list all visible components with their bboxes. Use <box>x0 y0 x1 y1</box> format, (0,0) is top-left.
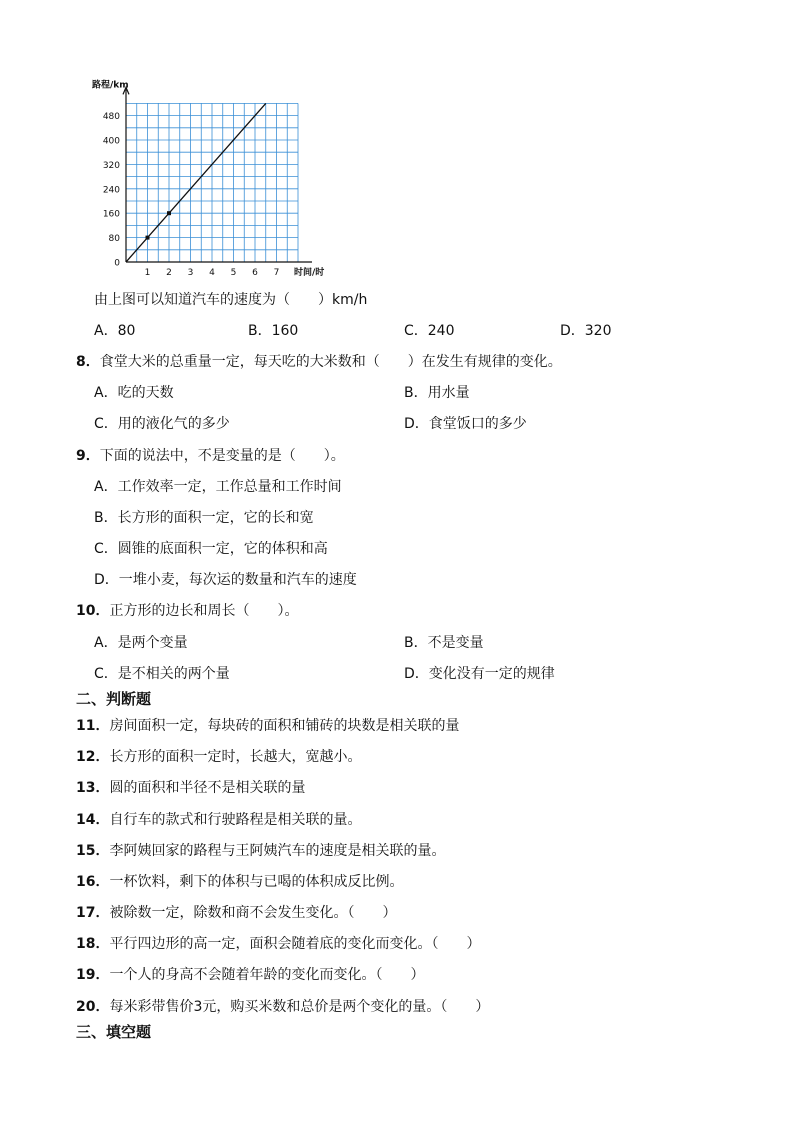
y-tick-label: 160 <box>102 209 120 220</box>
y-tick-label: 0 <box>114 258 120 269</box>
section-3-heading: 三、填空题 <box>76 1023 152 1041</box>
judge-item <box>76 842 445 860</box>
distance-time-chart <box>90 72 350 282</box>
q8-option-a[interactable]: A．吃的天数 <box>94 385 174 401</box>
y-tick-label: 240 <box>102 185 120 196</box>
judge-number: 14． <box>76 812 110 828</box>
judge-number: 18． <box>76 936 110 952</box>
q9-option-b[interactable]: B．长方形的面积一定，它的长和宽 <box>94 510 314 526</box>
y-axis-label: 路程/km <box>92 80 129 91</box>
x-tick-label: 5 <box>230 268 237 278</box>
judge-item <box>76 935 480 953</box>
judge-item <box>76 966 424 984</box>
judge-text: 自行车的款式和行驶路程是相关联的量。 <box>109 812 362 828</box>
x-tick-label: 4 <box>209 268 215 278</box>
judge-item <box>76 998 489 1016</box>
q7-stem: 由上图可以知道汽车的速度为（ ）km/h <box>94 292 368 308</box>
judge-number: 15． <box>76 843 110 859</box>
judge-number: 20． <box>76 999 110 1015</box>
q8-option-c[interactable]: C．用的液化气的多少 <box>94 416 230 432</box>
judge-number: 16． <box>76 874 110 890</box>
q9-question <box>76 447 345 465</box>
y-tick-label: 80 <box>108 234 120 245</box>
data-point <box>167 211 171 215</box>
q10-number: 10． <box>76 603 110 619</box>
q10-option-a[interactable]: A．是两个变量 <box>94 635 188 651</box>
q9-option-a[interactable]: A．工作效率一定，工作总量和工作时间 <box>94 479 342 495</box>
x-tick-label: 2 <box>166 268 172 278</box>
x-tick-label: 3 <box>187 268 194 278</box>
judge-number: 13． <box>76 780 110 796</box>
x-tick-label: 6 <box>252 268 258 278</box>
judge-text: 平行四边形的高一定，面积会随着底的变化而变化。（ ） <box>109 936 481 952</box>
q8-stem: 食堂大米的总重量一定，每天吃的大米数和（ ）在发生有规律的变化。 <box>99 354 562 370</box>
y-tick-label: 320 <box>102 160 120 171</box>
judge-item <box>76 779 305 797</box>
q7-option-d[interactable]: D．320 <box>560 323 612 339</box>
y-tick-label: 480 <box>102 112 120 123</box>
judge-text: 被除数一定，除数和商不会发生变化。（ ） <box>109 905 397 921</box>
x-axis-label: 时间/时 <box>294 268 325 278</box>
q10-question <box>76 602 298 620</box>
q9-option-c[interactable]: C．圆锥的底面积一定，它的体积和高 <box>94 541 328 557</box>
q7-option-a[interactable]: A．80 <box>94 323 136 339</box>
q9-stem: 下面的说法中，不是变量的是（ ）。 <box>99 448 345 464</box>
q9-number: 9． <box>76 448 100 464</box>
q10-stem: 正方形的边长和周长（ ）。 <box>109 603 299 619</box>
q10-option-c[interactable]: C．是不相关的两个量 <box>94 666 230 682</box>
judge-number: 19． <box>76 967 110 983</box>
judge-item <box>76 873 403 891</box>
q9-option-d[interactable]: D．一堆小麦，每次运的数量和汽车的速度 <box>94 572 357 588</box>
q7-option-c[interactable]: C．240 <box>404 323 455 339</box>
q7-option-b[interactable]: B．160 <box>248 323 299 339</box>
judge-item <box>76 904 396 922</box>
judge-number: 12． <box>76 749 110 765</box>
data-point <box>146 236 150 240</box>
judge-item <box>76 717 459 735</box>
judge-text: 李阿姨回家的路程与王阿姨汽车的速度是相关联的量。 <box>109 843 446 859</box>
judge-text: 一杯饮料，剩下的体积与已喝的体积成反比例。 <box>109 874 404 890</box>
q8-question <box>76 353 562 371</box>
q8-option-b[interactable]: B．用水量 <box>404 385 470 401</box>
judge-text: 房间面积一定，每块砖的面积和铺砖的块数是相关联的量 <box>109 718 460 734</box>
q8-number: 8． <box>76 354 100 370</box>
judge-text: 每米彩带售价3元，购买米数和总价是两个变化的量。（ ） <box>109 999 490 1015</box>
judge-item <box>76 811 361 829</box>
q10-option-d[interactable]: D．变化没有一定的规律 <box>404 666 555 682</box>
x-tick-label: 7 <box>273 268 280 278</box>
section-2-heading: 二、判断题 <box>76 690 152 708</box>
judge-text: 一个人的身高不会随着年龄的变化而变化。（ ） <box>109 967 425 983</box>
q10-option-b[interactable]: B．不是变量 <box>404 635 484 651</box>
judge-number: 17． <box>76 905 110 921</box>
judge-number: 11． <box>76 718 110 734</box>
q8-option-d[interactable]: D．食堂饭口的多少 <box>404 416 527 432</box>
judge-text: 圆的面积和半径不是相关联的量 <box>109 780 306 796</box>
x-tick-label: 1 <box>144 268 151 278</box>
judge-item <box>76 748 361 766</box>
judge-text: 长方形的面积一定时，长越大，宽越小。 <box>109 749 362 765</box>
y-tick-label: 400 <box>102 136 120 147</box>
